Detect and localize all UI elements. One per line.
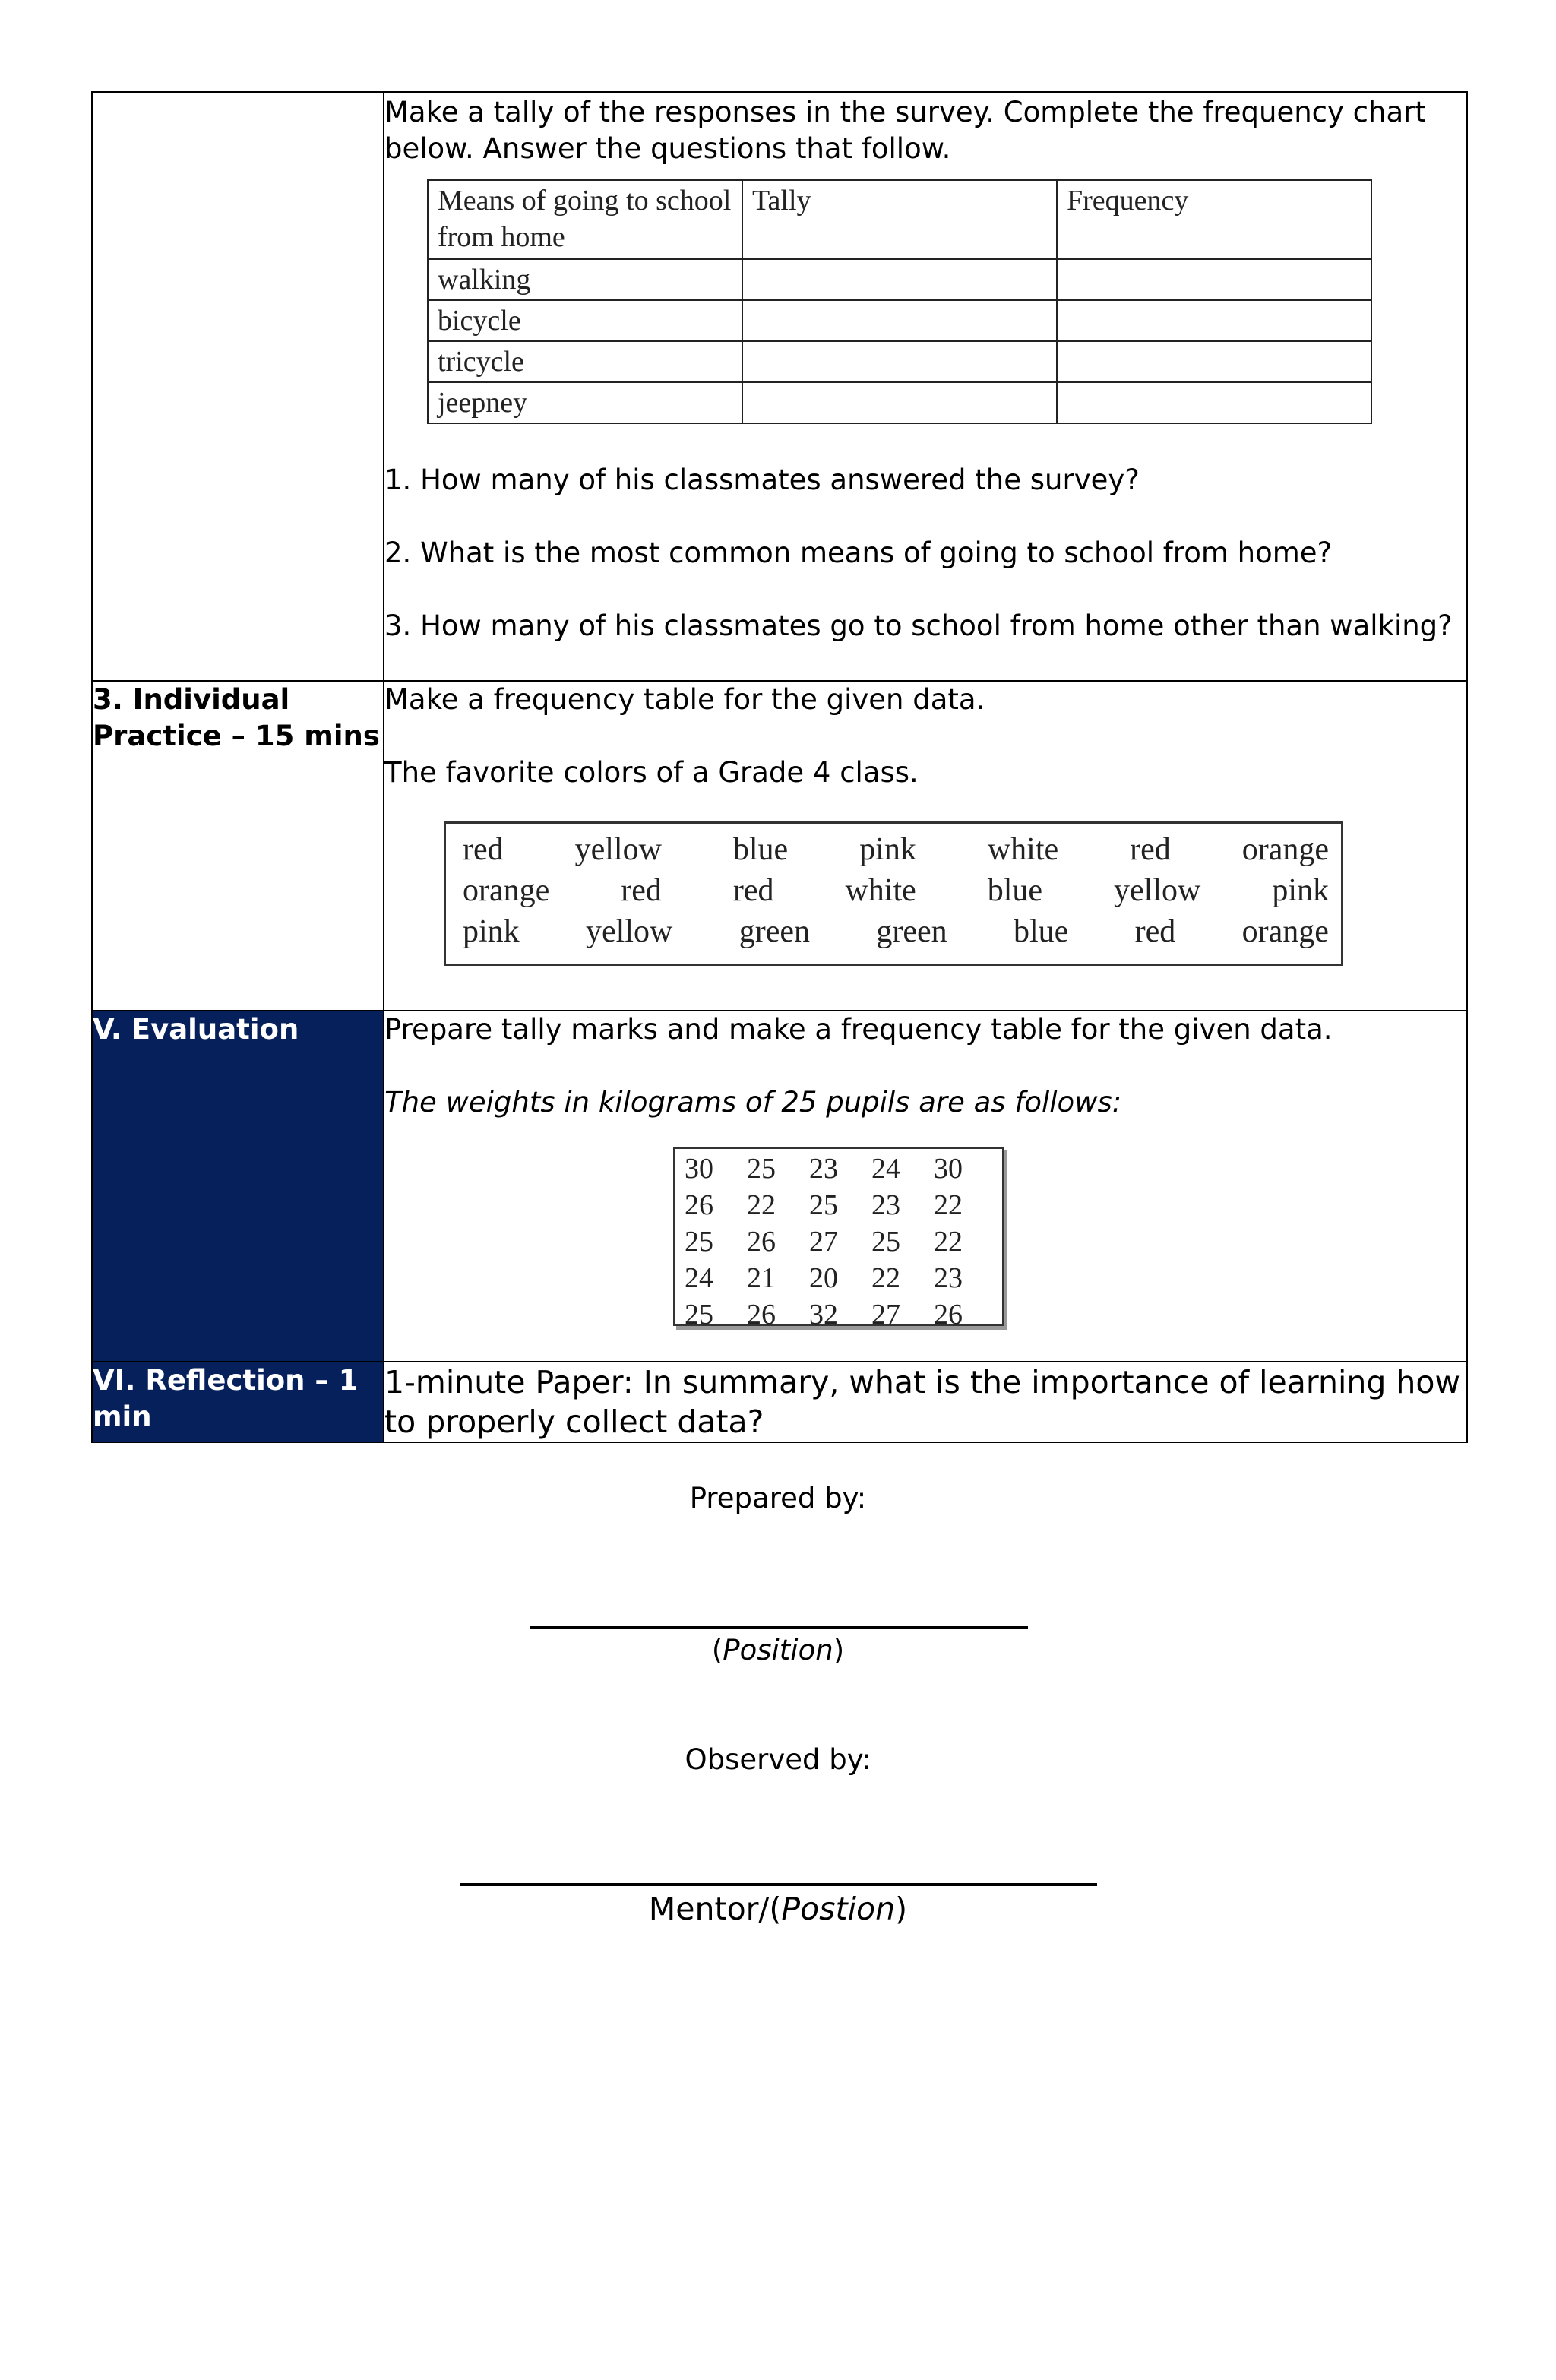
row-survey-content — [384, 92, 1467, 681]
color-word: yellow — [574, 832, 662, 867]
table-row — [428, 341, 1371, 382]
weight-value: 21 — [747, 1262, 776, 1294]
color-word: orange — [1241, 832, 1329, 867]
table-row — [428, 300, 1371, 341]
colors-line — [463, 872, 1329, 913]
weight-value: 32 — [809, 1299, 838, 1331]
weight-value: 26 — [934, 1299, 963, 1331]
frequency-chart-header — [428, 180, 1371, 259]
tally-cell — [742, 259, 1057, 300]
weight-value: 24 — [685, 1262, 713, 1294]
row-individual-practice — [92, 681, 1467, 1011]
frequency-cell — [1057, 341, 1371, 382]
practice-instruction: Make a frequency table for the given data. — [384, 683, 985, 716]
weight-value: 30 — [685, 1153, 713, 1185]
evaluation-instruction: Prepare tally marks and make a frequency table for the given data. — [384, 1013, 1333, 1046]
weight-value: 23 — [809, 1153, 838, 1185]
weight-value: 25 — [747, 1153, 776, 1185]
weights-box — [673, 1147, 1004, 1331]
mentor-close: ) — [895, 1891, 908, 1927]
practice-subtitle: The favorite colors of a Grade 4 class. — [384, 756, 919, 789]
color-word: blue — [1013, 914, 1069, 949]
tally-cell — [742, 341, 1057, 382]
weight-value: 27 — [871, 1299, 900, 1331]
color-word: pink — [463, 914, 520, 949]
mentor-position — [0, 1891, 1556, 1927]
mentor-prefix: Mentor/( — [648, 1891, 782, 1927]
tally-cell — [742, 382, 1057, 423]
row-means-label: walking — [428, 259, 742, 300]
color-word: green — [876, 914, 947, 949]
frequency-cell — [1057, 259, 1371, 300]
color-word: red — [732, 873, 774, 908]
color-word: green — [738, 914, 810, 949]
reflection-text: 1-minute Paper: In summary, what is the importance of learning how to properly collect data? — [384, 1362, 1467, 1442]
evaluation-subtitle: The weights in kilograms of 25 pupils are as follows: — [384, 1086, 1122, 1119]
prepared-by-label: Prepared by: — [689, 1482, 867, 1514]
prepared-position — [0, 1634, 1556, 1666]
color-word: pink — [859, 832, 916, 867]
color-word: pink — [1272, 873, 1329, 908]
color-word: orange — [463, 873, 550, 908]
weight-value: 25 — [809, 1189, 838, 1221]
color-word: red — [1134, 914, 1176, 949]
color-word: red — [621, 873, 662, 908]
weight-value: 24 — [871, 1153, 900, 1185]
position-close: ) — [833, 1634, 845, 1666]
question-3: 3. How many of his classmates go to school from home other than walking? — [384, 609, 1453, 642]
weight-value: 30 — [934, 1153, 963, 1185]
position-open: ( — [711, 1634, 723, 1666]
color-word: yellow — [586, 914, 673, 949]
color-word: blue — [987, 873, 1043, 908]
weight-value: 23 — [871, 1189, 900, 1221]
weight-value: 22 — [747, 1189, 776, 1221]
color-word: red — [1130, 832, 1171, 867]
colors-line — [463, 913, 1329, 954]
weight-value: 20 — [809, 1262, 838, 1294]
color-word: orange — [1241, 914, 1329, 949]
frequency-chart — [427, 179, 1372, 424]
header-means: Means of going to school from home — [428, 180, 742, 259]
row-survey — [92, 92, 1467, 681]
weight-value: 22 — [871, 1262, 900, 1294]
row-reflection — [92, 1362, 1467, 1442]
prepared-signature-line — [530, 1626, 1028, 1629]
mentor-word: Postion — [781, 1891, 896, 1927]
frequency-cell — [1057, 382, 1371, 423]
frequency-cell — [1057, 300, 1371, 341]
section-label-reflection: VI. Reflection – 1 min — [92, 1362, 384, 1442]
weight-value: 26 — [685, 1189, 713, 1221]
favorite-colors-box — [444, 821, 1343, 966]
observed-signature-line — [460, 1883, 1097, 1886]
weight-value: 26 — [747, 1226, 776, 1258]
weight-value: 22 — [934, 1189, 963, 1221]
observed-by-label: Observed by: — [685, 1743, 871, 1776]
header-frequency: Frequency — [1057, 180, 1371, 259]
section-label-individual-practice: 3. Individual Practice – 15 mins — [92, 681, 384, 1011]
color-word: red — [463, 832, 504, 867]
section-label-evaluation: V. Evaluation — [92, 1011, 384, 1362]
table-row — [428, 259, 1371, 300]
row-means-label: bicycle — [428, 300, 742, 341]
lesson-table — [91, 91, 1468, 1443]
color-word: yellow — [1114, 873, 1201, 908]
header-tally: Tally — [742, 180, 1057, 259]
weight-value: 25 — [871, 1226, 900, 1258]
row-individual-practice-content — [384, 681, 1467, 1011]
row-means-label: tricycle — [428, 341, 742, 382]
row-evaluation — [92, 1011, 1467, 1362]
colors-line — [463, 831, 1329, 872]
weight-value: 23 — [934, 1262, 963, 1294]
survey-instruction: Make a tally of the responses in the survey. Complete the frequency chart below. Answer the questions that follow. — [384, 96, 1426, 165]
tally-cell — [742, 300, 1057, 341]
weight-value: 26 — [747, 1299, 776, 1331]
weight-value: 27 — [809, 1226, 838, 1258]
color-word: blue — [732, 832, 789, 867]
question-1: 1. How many of his classmates answered the survey? — [384, 464, 1140, 496]
position-word: Position — [723, 1634, 833, 1666]
weight-value: 25 — [685, 1226, 713, 1258]
weight-value: 22 — [934, 1226, 963, 1258]
question-2: 2. What is the most common means of going to school from home? — [384, 536, 1333, 569]
row-evaluation-content — [384, 1011, 1467, 1362]
weight-value: 25 — [685, 1299, 713, 1331]
color-word: white — [987, 832, 1059, 867]
color-word: white — [845, 873, 916, 908]
row-means-label: jeepney — [428, 382, 742, 423]
row-survey-label — [92, 92, 384, 681]
table-row — [428, 382, 1371, 423]
